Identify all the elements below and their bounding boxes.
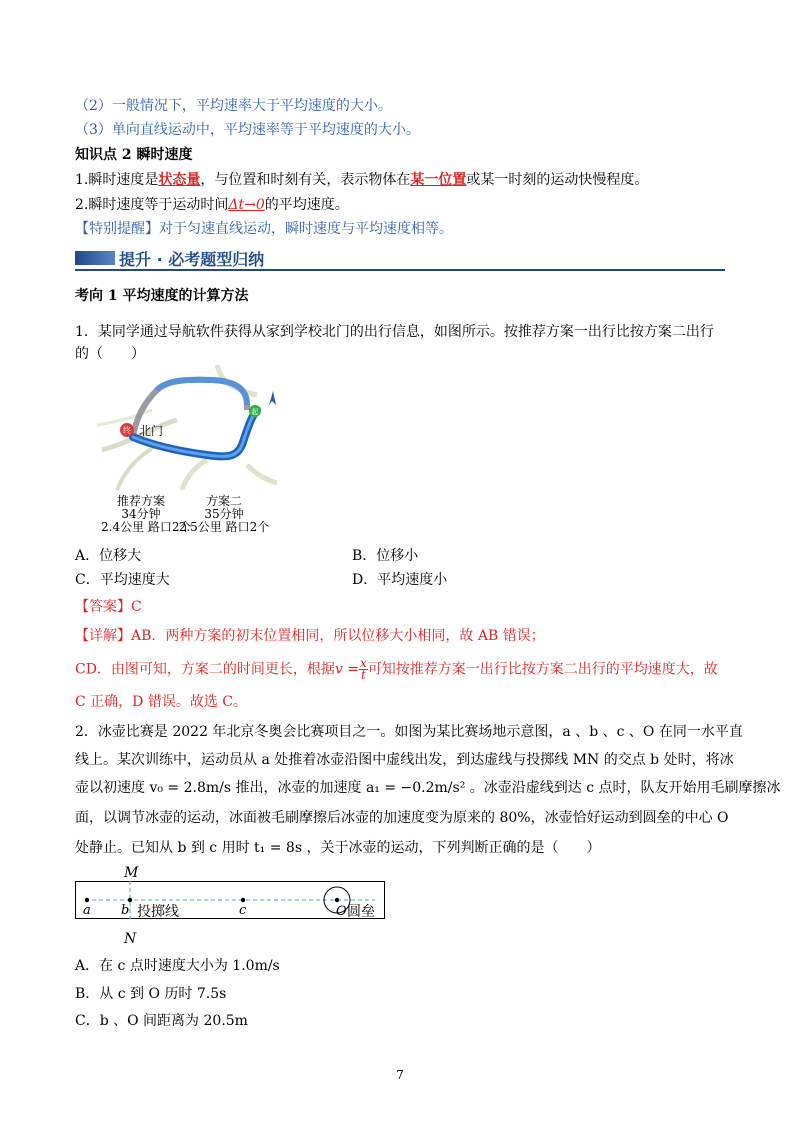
detail-tag: 【详解】 [75,628,131,644]
kp2-line-2 [75,195,349,215]
kp2-tip [75,219,453,239]
detail-text-2a: CD．由图可知，方案二的时间更长，根据 [75,661,335,678]
q1-stem-1: 1．某同学通过导航软件获得从家到学校北门的出行信息，如图所示。按推荐方案一出行比按方案二出行 [75,324,714,340]
q2-line-4: 面，以调节冰壶的运动，冰面被毛刷摩擦后冰壶的加速度变为原来的 80%，冰壶恰好运动到圆垒的中心 O [75,810,729,826]
q2-option-b: B．从 c 到 O 历时 7.5s [75,986,227,1002]
kp2-l1-a: 1.瞬时速度是 [75,172,159,188]
tip-text: 对于匀速直线运动，瞬时速度与平均速度相等。 [159,221,453,237]
q2-option-c: C．b 、O 间距离为 20.5m [75,1013,248,1029]
q1-option-b: B．位移小 [352,548,419,564]
point-b-label: b [121,903,130,918]
formula-fraction [359,658,368,681]
plan1-caption [101,494,192,534]
q2-line-1: 2．冰壶比赛是 2022 年北京冬奥会比赛项目之一。如图为某比赛场地示意图，a 、b 、c 、O 在同一水平直 [75,724,743,740]
kp2-l2-highlight: Δt→0 [228,197,265,213]
detail-text-2b: 可知按推荐方案一出行比按方案二出行的平均速度大，故 [367,661,718,678]
q1-option-c: C．平均速度大 [75,572,170,588]
point-c-label: c [239,903,247,918]
line-n-label: N [124,931,137,947]
plan1-time: 34分钟 [121,507,161,521]
q1-answer [75,597,142,617]
note-line-2: （2）一般情况下，平均速率大于平均速度的大小。 [75,98,392,114]
kp2-l1-b: ，与位置和时刻有关，表示物体在 [200,172,411,188]
q1-detail-2 [75,658,718,681]
line-m-label: M [124,865,139,881]
plan2-time: 35分钟 [204,507,244,521]
plan1-dist: 2.4公里 路口2个 [101,520,192,534]
section-banner [75,247,725,271]
plan2-name: 方案二 [205,494,242,508]
kp2-title: 知识点 2 瞬时速度 [75,147,193,163]
q1-route-map [97,365,277,490]
q1-stem-2: 的（ ） [75,346,145,362]
q1-detail-3: C 正确，D 错误。故选 C。 [75,694,247,710]
page-number: 7 [396,1068,404,1082]
kp2-l1-highlight-2: 某一位置 [410,172,467,188]
q2-line-5: 处静止。已知从 b 到 c 用时 t₁ = 8s ，关于冰壶的运动，下列判断正确的是（ ） [75,840,601,856]
plan2-caption [178,495,270,534]
start-badge: 起 [251,408,259,416]
curling-diagram [75,881,385,919]
throw-line-label: 投掷线 [137,904,179,919]
kp2-l1-highlight-1: 状态量 [158,172,201,188]
q2-option-a: A．在 c 点时速度大小为 1.0m/s [75,958,280,974]
detail-text-1: AB．两种方案的初末位置相同，所以位移大小相同，故 AB 错误； [131,628,545,644]
kp2-l1-c: 或某一时刻的运动快慢程度。 [466,172,649,188]
formula-denominator: t [361,668,366,682]
answer-value: C [131,599,142,615]
q1-detail-1 [75,626,545,646]
tip-tag: 【特别提醒】 [75,221,159,237]
note-line-3: （3）单向直线运动中，平均速率等于平均速度的大小。 [75,122,420,138]
section-title: 考向 1 平均速度的计算方法 [75,288,249,304]
formula-lhs: v = [334,661,360,678]
end-badge: 终 [123,426,131,435]
plan1-name: 推荐方案 [116,494,165,508]
house-label: 圆垒 [347,904,375,919]
route-map-svg [97,365,277,490]
point-a-label: a [83,903,91,918]
q2-line-3: 壶以初速度 v₀ = 2.8m/s 推出，冰壶的加速度 a₁ = −0.2m/s² 。冰壶沿虚线到达 c 点时，队友开始用毛刷摩擦冰 [75,780,781,796]
q1-option-d: D．平均速度小 [352,572,448,588]
answer-tag: 【答案】 [75,599,131,615]
banner-bar [75,251,115,265]
kp2-l2-a: 2.瞬时速度等于运动时间 [75,197,229,213]
kp2-l2-b: 的平均速度。 [264,197,349,213]
banner-text: 提升 · 必考题型归纳 [119,250,265,269]
formula-numerator: x [360,656,367,670]
q1-option-a: A．位移大 [75,548,142,564]
point-o-label: O [336,904,347,919]
kp2-line-1 [75,170,648,190]
curling-svg [75,881,385,919]
q2-line-2: 线上。某次训练中，运动员从 a 处推着冰壶沿图中虚线出发，到达虚线与投掷线 MN 的交点 b 处时，将冰 [75,752,734,768]
north-gate-label: 北门 [139,424,164,438]
plan2-dist: 2.5公里 路口2个 [178,520,270,534]
